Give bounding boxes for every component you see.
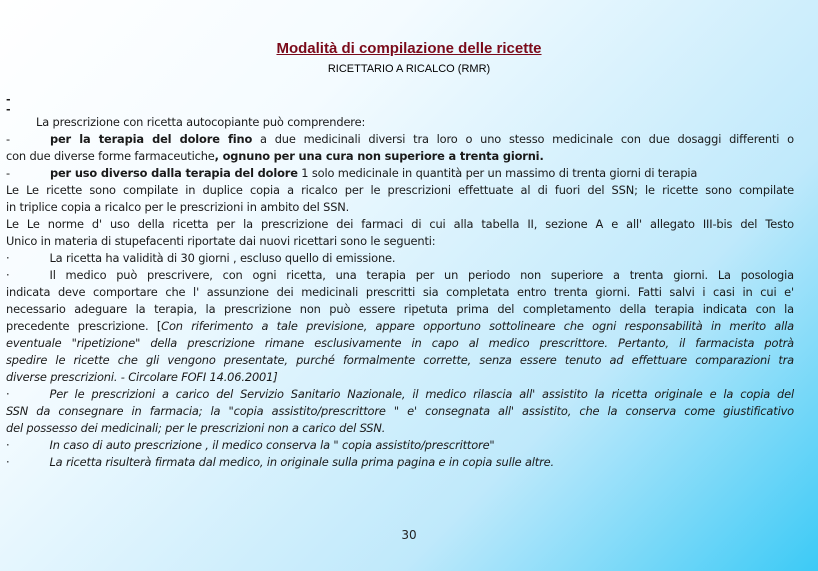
- other-use-text: 1 solo medicinale in quantità per un massimo di trenta giorni di terapia: [301, 166, 698, 180]
- bullet: ·: [6, 438, 10, 452]
- list-item-signature: [6, 454, 794, 471]
- prescribe-line-2: indicata deve comportare che l' assunzione dei medicinali prescritti sia completata entro trenta giorni. Fatti salvi i casi in cui e': [6, 285, 794, 299]
- document-body: [6, 114, 794, 471]
- dash: -: [6, 166, 10, 180]
- bullet: ·: [6, 387, 10, 401]
- item-pain-therapy: [6, 131, 794, 148]
- bullet: ·: [6, 455, 10, 469]
- dash-marker-1: -: [6, 93, 11, 106]
- dash-marker-2: -: [6, 103, 11, 116]
- bullet: ·: [6, 268, 10, 282]
- page-number: 30: [401, 528, 417, 542]
- copies-para-line-1: Le Le ricette sono compilate in duplice copia a ricalco per le prescrizioni effettuate al di fuori del SSN; le ricette sono compilate: [6, 183, 794, 197]
- dash: -: [6, 132, 10, 146]
- pain-therapy-bold-2: , ognuno per una cura non superiore a trenta giorni.: [214, 149, 544, 163]
- prescribe-line-4: [6, 318, 794, 335]
- pain-therapy-text: a due medicinali diversi tra loro o uno stesso medicinale con due dosaggi differenti o: [260, 132, 794, 146]
- prescribe-line-6-text: spedire le ricette che gli vengono presentate, purché formalmente corrette, senza essere tenuto ad effettuare comparazioni tra: [6, 353, 794, 367]
- prescribe-line-4b: Con riferimento a tale previsione, appare opportuno sottolineare che ogni responsabilità in merito alla: [161, 319, 794, 333]
- prescribe-line-6: [6, 352, 794, 369]
- intro-line: [6, 114, 794, 131]
- copies-para-line-2: in triplice copia a ricalco per le prescrizioni in ambito del SSN.: [6, 200, 350, 214]
- prescribe-line-5: [6, 335, 794, 352]
- prescribe-line-4a: precedente prescrizione. [: [6, 319, 162, 333]
- page-subtitle: RICETTARIO A RICALCO (RMR): [327, 63, 491, 75]
- other-use-bold: per uso diverso dalla terapia del dolore: [49, 166, 298, 180]
- ssn-line-2: [6, 403, 794, 420]
- pain-therapy-cont: con due diverse forme farmaceutiche: [6, 149, 215, 163]
- bullet: ·: [6, 251, 10, 265]
- ssn-line-3: [6, 420, 794, 437]
- validity-text: La ricetta ha validità di 30 giorni , escluso quello di emissione.: [49, 251, 396, 265]
- self-prescription-text: In caso di auto prescrizione , il medico conserva la " copia assistito/prescrittore": [49, 438, 495, 452]
- norms-para-line-1: Le Le norme d' uso della ricetta per la prescrizione dei farmaci di cui alla tabella II, sezione A e all' allegato III-bis del Testo: [6, 217, 794, 231]
- list-item-self-prescription: [6, 437, 794, 454]
- list-item-prescribe: [6, 267, 794, 284]
- page-title: Modalità di compilazione delle ricette: [276, 40, 542, 57]
- prescribe-line-3: necessario adeguare la terapia, la prescrizione non può essere ripetuta prima del completamento della terapia indicata con la: [6, 302, 794, 316]
- signature-text: La ricetta risulterà firmata dal medico, in originale sulla prima pagina e in copia sulle altre.: [49, 455, 554, 469]
- item-other-use: [6, 165, 794, 182]
- list-item-validity: [6, 250, 794, 267]
- item-pain-therapy-cont: [6, 148, 794, 165]
- list-item-ssn: [6, 386, 794, 403]
- ssn-line-2-text: SSN da consegnare in farmacia; la "copia assistito/prescrittore " e' consegnata all' assistito, che la conserva come giustificativo: [6, 404, 794, 418]
- prescribe-line-5-text: eventuale "ripetizione" della prescrizione rimane esclusivamente in capo al medico prescrittore. Pertanto, il farmacista potrà: [6, 336, 794, 350]
- prescribe-line-7: [6, 369, 794, 386]
- prescribe-line-1: Il medico può prescrivere, con ogni ricetta, una terapia per un periodo non superiore a trenta giorni. La posologia: [49, 268, 794, 282]
- pain-therapy-bold: per la terapia del dolore fino: [49, 132, 253, 146]
- norms-para-line-2: Unico in materia di stupefacenti riportate dai nuovi ricettari sono le seguenti:: [6, 234, 436, 248]
- ssn-line-3-text: del possesso dei medicinali; per le prescrizioni non a carico del SSN.: [6, 421, 386, 435]
- intro-text: La prescrizione con ricetta autocopiante può comprendere:: [36, 115, 366, 129]
- ssn-line-1: Per le prescrizioni a carico del Servizio Sanitario Nazionale, il medico rilascia all' assistito la ricetta originale e la copia del: [49, 387, 794, 401]
- prescribe-line-7-text: diverse prescrizioni. - Circolare FOFI 14.06.2001]: [6, 370, 278, 384]
